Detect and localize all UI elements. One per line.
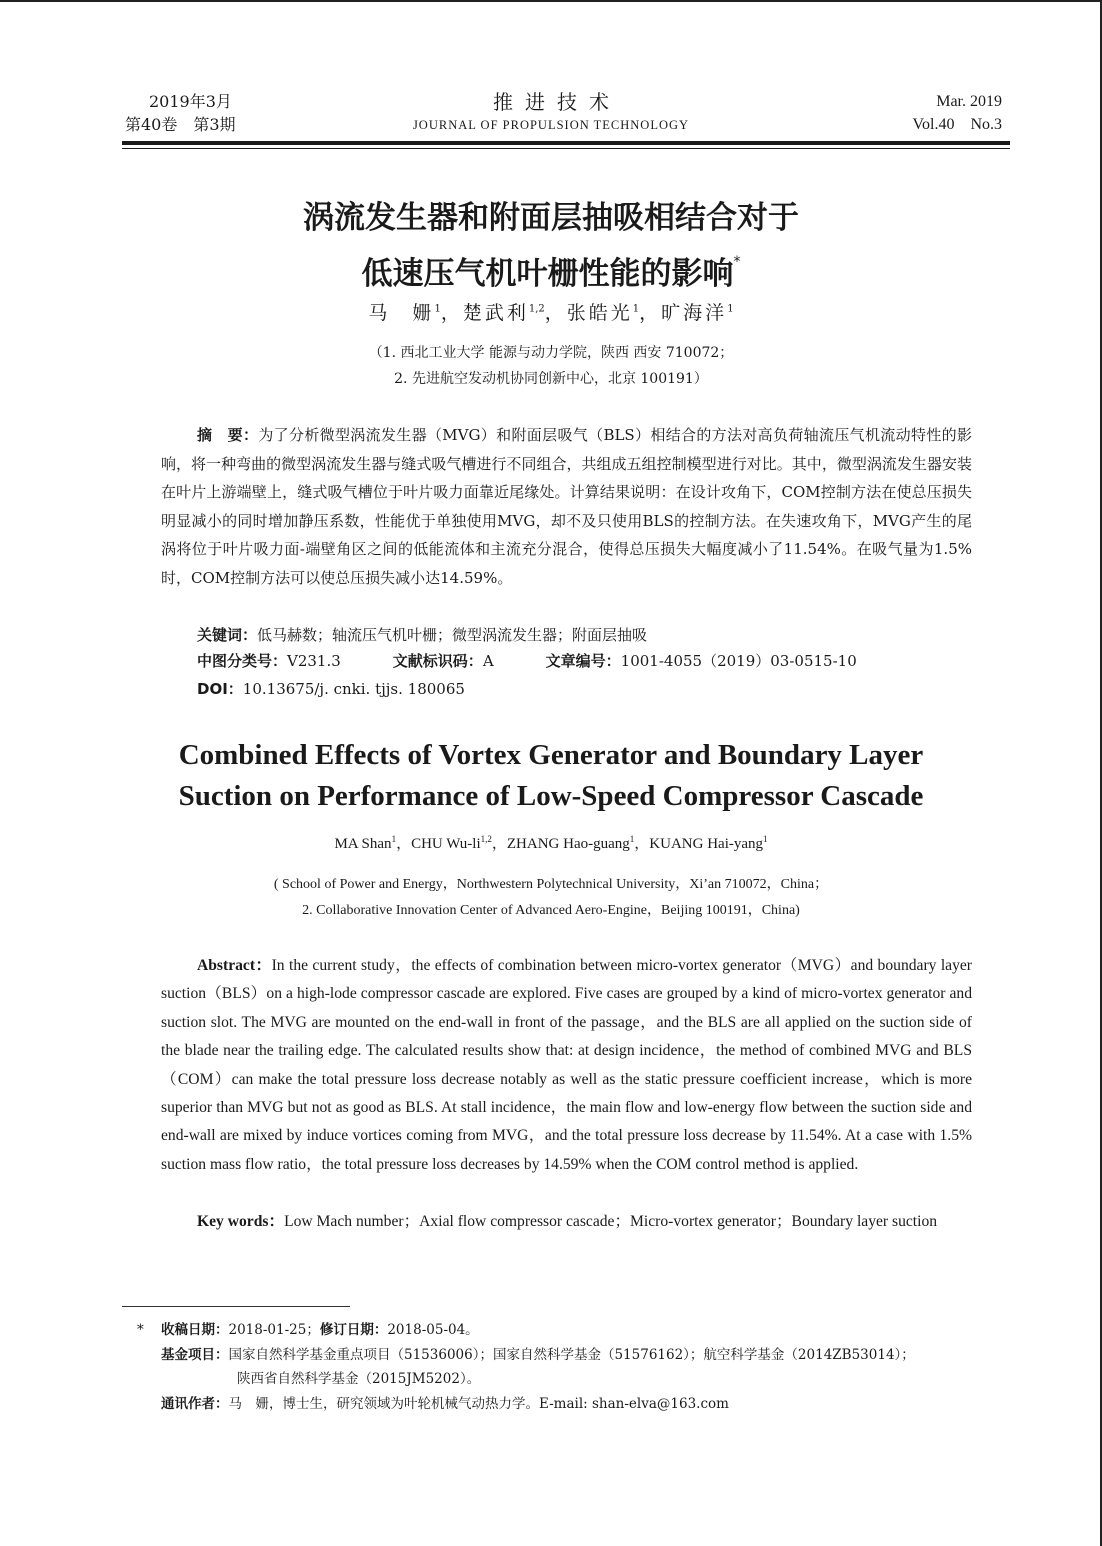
document-code [393, 647, 494, 675]
keywords-en-text: Low Mach number；Axial flow compressor cascade；Micro-vortex generator；Boundary layer suction [284, 1213, 938, 1230]
author-cn-sup: 1,2 [528, 303, 545, 315]
received-label: 收稿日期： [161, 1322, 229, 1338]
header-date-cn: 2019年3月 [149, 92, 232, 111]
corresponding-author-label: 通讯作者： [161, 1395, 229, 1412]
footnote-dates [137, 1318, 997, 1343]
keywords-cn-text: 低马赫数；轴流压气机叶栅；微型涡流发生器；附面层抽吸 [257, 626, 648, 644]
header-volume-cn: 第40卷 第3期 [125, 115, 236, 134]
author-en-name: ZHANG Hao-guang [506, 836, 630, 852]
revised-label: 修订日期： [319, 1322, 388, 1338]
abstract-cn [161, 421, 972, 593]
journal-name-cn: 推进技术 [493, 90, 621, 114]
abstract-en [161, 952, 972, 1179]
article-label: 文章编号： [545, 652, 621, 670]
header-volume-en: Vol.40 No.3 [912, 116, 1002, 133]
affiliations-cn [0, 340, 1102, 392]
keywords-cn [197, 621, 647, 649]
header-rule-thin [122, 148, 1010, 149]
title-en-line2: Suction on Performance of Low-Speed Compressor Cascade [178, 780, 924, 812]
title-cn-line2-wrap [0, 240, 1102, 296]
classification-line [197, 647, 977, 675]
header-date-en: Mar. 2019 [936, 93, 1002, 110]
author-en-name: CHU Wu-li [411, 836, 481, 852]
article-value: 1001-4055（2019）03-0515-10 [620, 652, 857, 670]
authors-en: MA Shan$^1$，CHU Wu-li$^{1,2}$，ZHANG Hao-guang$^1$，KUANG Hai-yang$^1$ [334, 834, 768, 852]
author-en-sup: 1 [629, 834, 635, 844]
revised-value: 2018-05-04。 [387, 1322, 479, 1338]
clc-label: 中图分类号： [197, 652, 288, 670]
title-en-line1: Combined Effects of Vortex Generator and Boundary Layer [178, 739, 924, 771]
affiliations-en [0, 872, 1102, 924]
title-cn-footnote-mark: * [733, 254, 741, 270]
doc-value: A [482, 652, 494, 670]
title-cn [0, 196, 1102, 296]
abstract-en-text: In the current study，the effects of combination between micro-vortex generator（MVG）and boundary layer suction（BLS）on a high-lode compressor cascade are explored. Five cases are grouped by a kind of micro-vortex generator and suction slot. The MVG are mounted on the end-wall in front of the passage，and the BLS are all applied on the suction side of the blade near the trailing edge. The calculated results show that: at design incidence，the method of combined MVG and BLS（COM）can make the total pressure loss decrease notably as well as the static pressure coefficient increase，which is more superior than MVG but not as good as BLS. At stall incidence，the main flow and low-energy flow between the suction side and end-wall are mixed by induce vortices coming from MVG，and the total pressure loss decrease by 11.54%. At a case with 1.5% suction mass flow ratio，the total pressure loss decreases by 14.59% when the COM control method is applied. [161, 957, 973, 1173]
footnote-author [137, 1392, 997, 1417]
clc-number [197, 647, 341, 675]
author-cn-sup: 1 [434, 303, 441, 315]
title-cn-line2: 低速压气机叶栅性能的影响 [361, 256, 734, 292]
doi-value: 10.13675/j. cnki. tjjs. 180065 [242, 680, 465, 698]
footnote-fund [137, 1343, 997, 1368]
affiliation-cn-line: （1. 西北工业大学 能源与动力学院，陕西 西安 710072； [368, 345, 734, 361]
affiliation-en-line: ( School of Power and Energy，Northwestern Polytechnical University，Xi’an 710072，China； [273, 877, 829, 892]
corresponding-author-text: 马 姗，博士生，研究领域为叶轮机械气动热力学。E-mail: shan-elva@163.com [228, 1395, 729, 1412]
title-cn-line1: 涡流发生器和附面层抽吸相结合对于 [303, 200, 799, 236]
author-cn-name: 楚武利 [462, 302, 529, 324]
author-cn-name: 旷海洋 [661, 302, 728, 324]
authors-cn: 马 姗$^1$，楚武利$^{1,2}$，张皓光$^1$，旷海洋$^1$ [368, 302, 734, 324]
fund-label: 基金项目： [161, 1346, 229, 1363]
article-number [546, 647, 857, 675]
doi [197, 675, 465, 703]
clc-value: V231.3 [287, 652, 341, 670]
doi-label: DOI： [197, 680, 243, 698]
footnote-star: * [137, 1322, 144, 1338]
fund-line1: 国家自然科学基金重点项目（51536006）；国家自然科学基金（51576162）；航空科学基金（2014ZB53014）； [228, 1346, 915, 1363]
footnotes [137, 1318, 997, 1416]
header-rule-thick [122, 141, 1010, 145]
keywords-cn-label: 关键词： [197, 626, 258, 644]
affiliation-cn-line: 2. 先进航空发动机协同创新中心，北京 100191） [394, 371, 708, 387]
title-en [0, 735, 1102, 817]
author-cn-name: 马 姗 [368, 302, 435, 324]
author-cn-sup: 1 [727, 303, 734, 315]
journal-name-en: JOURNAL OF PROPULSION TECHNOLOGY [412, 118, 690, 132]
author-en-sup: 1,2 [480, 834, 492, 844]
author-en-name: MA Shan [334, 836, 392, 852]
header-right [913, 90, 1003, 136]
author-en-sup: 1 [391, 834, 397, 844]
keywords-en-label: Key words： [197, 1213, 285, 1230]
page-border-top [0, 0, 1102, 2]
author-en-sup: 1 [763, 834, 768, 844]
affiliation-en-line: 2. Collaborative Innovation Center of Advanced Aero-Engine，Beijing 100191，China) [302, 903, 800, 918]
author-cn-name: 张皓光 [566, 302, 633, 324]
doc-label: 文献标识码： [392, 652, 483, 670]
abstract-cn-label: 摘 要： [197, 426, 259, 444]
fund-line2: 陕西省自然科学基金（2015JM5202）。 [237, 1371, 481, 1387]
keywords-en [161, 1208, 972, 1236]
footnote-rule [122, 1306, 350, 1307]
author-cn-sup: 1 [632, 303, 640, 315]
author-en-name: KUANG Hai-yang [649, 836, 764, 852]
abstract-en-label: Abstract： [197, 957, 272, 974]
received-value: 2018-01-25； [228, 1322, 320, 1338]
abstract-cn-text: 为了分析微型涡流发生器（MVG）和附面层吸气（BLS）相结合的方法对高负荷轴流压气机流动特性的影响，将一种弯曲的微型涡流发生器与缝式吸气槽进行不同组合，共组成五组控制模型进行对比。其中，微型涡流发生器安装在叶片上游端壁上，缝式吸气槽位于叶片吸力面靠近尾缘处。计算结果说明：在设计攻角下，COM控制方法在使总压损失明显减小的同时增加静压系数，性能优于单独使用MVG，却不及只使用BLS的控制方法。在失速攻角下，MVG产生的尾涡将位于叶片吸力面-端壁角区之间的低能流体和主流充分混合，使得总压损失大幅度减小了11.54%。在吸气量为1.5%时，COM控制方法可以使总压损失减小达14.59%。 [161, 426, 972, 587]
